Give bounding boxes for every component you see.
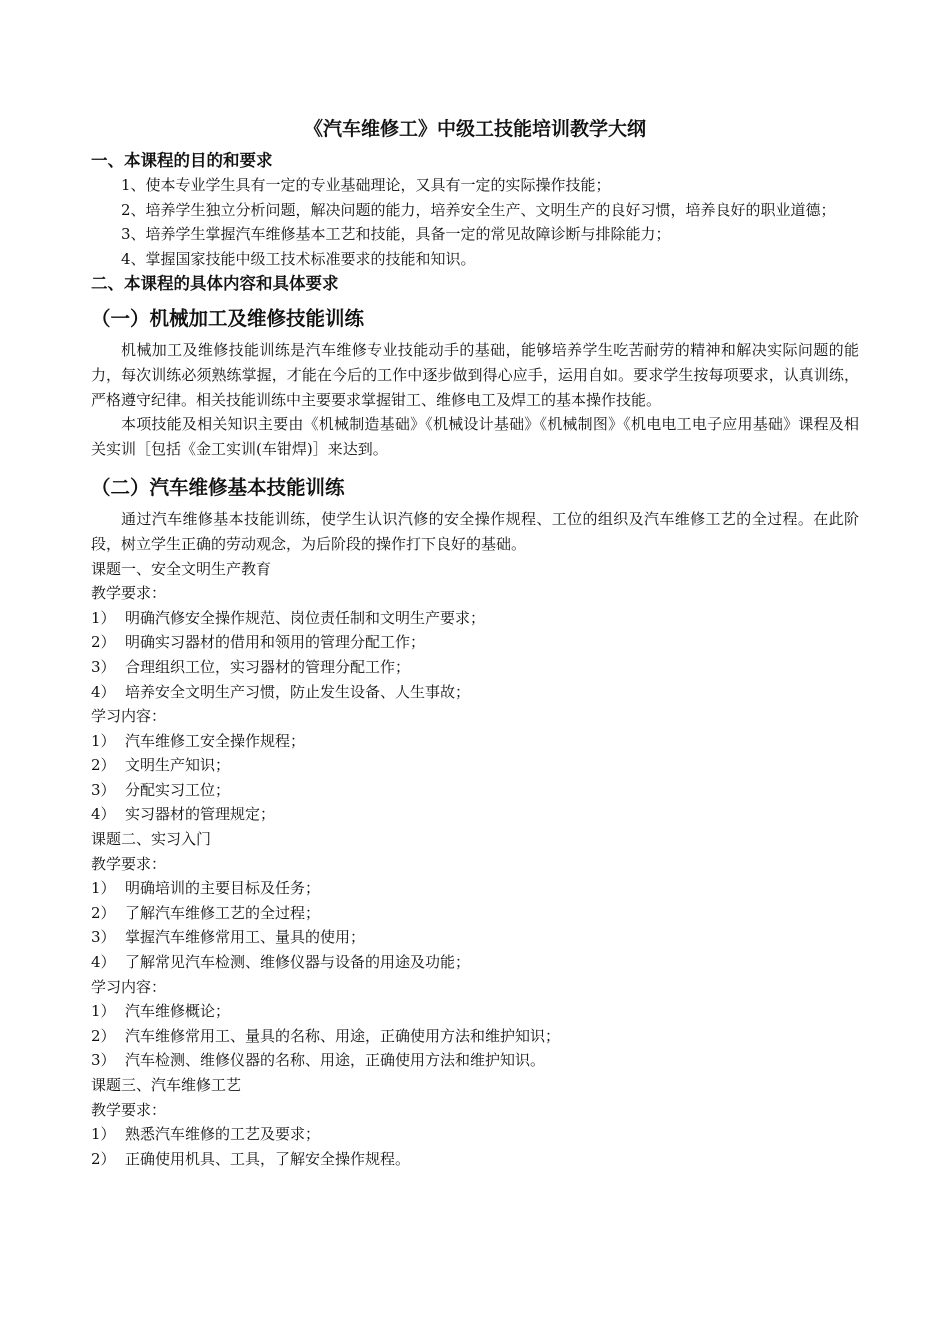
list-item xyxy=(91,680,859,705)
list-text: 合理组织工位，实习器材的管理分配工作； xyxy=(125,657,411,676)
s1-item: 1、使本专业学生具有一定的专业基础理论，又具有一定的实际操作技能； xyxy=(121,176,611,194)
list-number: 2） xyxy=(91,756,116,775)
list-number: 1） xyxy=(91,879,116,898)
list-item xyxy=(91,1024,859,1049)
list-text: 明确汽修安全操作规范、岗位责任制和文明生产要求； xyxy=(125,608,486,627)
s1-item: 3、培养学生掌握汽车维修基本工艺和技能，具备一定的常见故障诊断与排除能力； xyxy=(121,225,671,244)
s1-item: 4、掌握国家技能中级工技术标准要求的技能和知识。 xyxy=(121,249,476,268)
list-number: 2） xyxy=(91,633,116,652)
list-number: 4） xyxy=(91,805,116,824)
list-item xyxy=(91,876,859,901)
list-item xyxy=(91,606,859,631)
list-number: 3） xyxy=(91,928,116,947)
list-number: 2） xyxy=(91,903,116,922)
list-text: 了解常见汽车检测、维修仪器与设备的用途及功能； xyxy=(125,953,471,972)
list-text: 汽车维修概论； xyxy=(125,1002,231,1021)
list-text: 熟悉汽车维修的工艺及要求； xyxy=(125,1125,321,1144)
list-item xyxy=(91,1147,859,1172)
list-number: 1） xyxy=(91,1002,116,1021)
list-number: 1） xyxy=(91,1125,116,1144)
list-text: 明确实习器材的借用和领用的管理分配工作； xyxy=(125,633,426,652)
topic-title: 课题二、实习入门 xyxy=(91,830,212,849)
list-item xyxy=(91,925,859,950)
list-item xyxy=(91,901,859,926)
teaching-requirements-label: 教学要求： xyxy=(91,1100,167,1119)
list-item xyxy=(91,1122,859,1147)
list-item xyxy=(91,999,859,1024)
list-text: 了解汽车维修工艺的全过程； xyxy=(125,903,321,922)
list-number: 3） xyxy=(91,657,116,676)
list-text: 文明生产知识； xyxy=(125,756,231,775)
subsection-2-heading: （二）汽车维修基本技能训练 xyxy=(91,476,345,500)
list-text: 汽车检测、维修仪器的名称、用途，正确使用方法和维护知识。 xyxy=(125,1051,546,1070)
document-page xyxy=(91,114,859,1171)
list-number: 3） xyxy=(91,780,116,799)
learning-content-label: 学习内容： xyxy=(91,707,167,726)
teaching-requirements-label: 教学要求： xyxy=(91,584,167,603)
list-number: 1） xyxy=(91,608,116,627)
learning-content-label: 学习内容： xyxy=(91,977,167,996)
section-1-heading: 一、本课程的目的和要求 xyxy=(91,151,273,170)
list-text: 实习器材的管理规定； xyxy=(125,805,276,824)
list-text: 培养安全文明生产习惯，防止发生设备、人生事故； xyxy=(125,682,471,701)
topic-title: 课题三、汽车维修工艺 xyxy=(91,1076,242,1094)
list-item xyxy=(91,729,859,754)
list-item xyxy=(91,753,859,778)
topic-title: 课题一、安全文明生产教育 xyxy=(91,559,272,578)
list-number: 1） xyxy=(91,731,116,750)
s1-item: 2、培养学生独立分析问题，解决问题的能力，培养安全生产、文明生产的良好习惯，培养良好的职业道德； xyxy=(121,200,836,219)
list-item xyxy=(91,655,859,680)
list-item xyxy=(91,778,859,803)
list-text: 正确使用机具、工具，了解安全操作规程。 xyxy=(125,1149,411,1168)
list-text: 汽车维修工安全操作规程； xyxy=(125,731,306,750)
subsection-1-paragraph: 机械加工及维修技能训练是汽车维修专业技能动手的基础，能够培养学生吃苦耐劳的精神和解决实际问题的能力，每次训练必须熟练掌握，才能在今后的工作中逐步做到得心应手，运用自如。要求学生按每项要求，认真训练，严格遵守纪律。相关技能训练中主要要求掌握钳工、维修电工及焊工的基本操作技能。 xyxy=(91,341,859,409)
document-title: 《汽车维修工》中级工技能培训教学大纲 xyxy=(303,118,646,140)
list-item xyxy=(91,802,859,827)
subsection-1-heading: （一）机械加工及维修技能训练 xyxy=(91,307,365,331)
list-text: 明确培训的主要目标及任务； xyxy=(125,879,321,898)
section-2-heading: 二、本课程的具体内容和具体要求 xyxy=(91,274,339,294)
teaching-requirements-label: 教学要求： xyxy=(91,854,167,873)
list-item xyxy=(91,950,859,975)
subsection-1-paragraph: 本项技能及相关知识主要由《机械制造基础》《机械设计基础》《机械制图》《机电电工电子应用基础》课程及相关实训［包括《金工实训(车钳焊)］来达到。 xyxy=(91,415,859,458)
list-number: 4） xyxy=(91,682,116,701)
list-number: 2） xyxy=(91,1149,116,1168)
list-item xyxy=(91,1048,859,1073)
list-number: 2） xyxy=(91,1026,116,1045)
list-item xyxy=(91,630,859,655)
list-number: 4） xyxy=(91,953,116,972)
subsection-2-paragraph: 通过汽车维修基本技能训练，使学生认识汽修的安全操作规程、工位的组织及汽车维修工艺的全过程。在此阶段，树立学生正确的劳动观念，为后阶段的操作打下良好的基础。 xyxy=(91,510,859,553)
list-text: 分配实习工位； xyxy=(125,780,231,799)
list-text: 汽车维修常用工、量具的名称、用途，正确使用方法和维护知识； xyxy=(125,1026,561,1045)
list-number: 3） xyxy=(91,1051,116,1070)
list-text: 掌握汽车维修常用工、量具的使用； xyxy=(125,928,366,947)
